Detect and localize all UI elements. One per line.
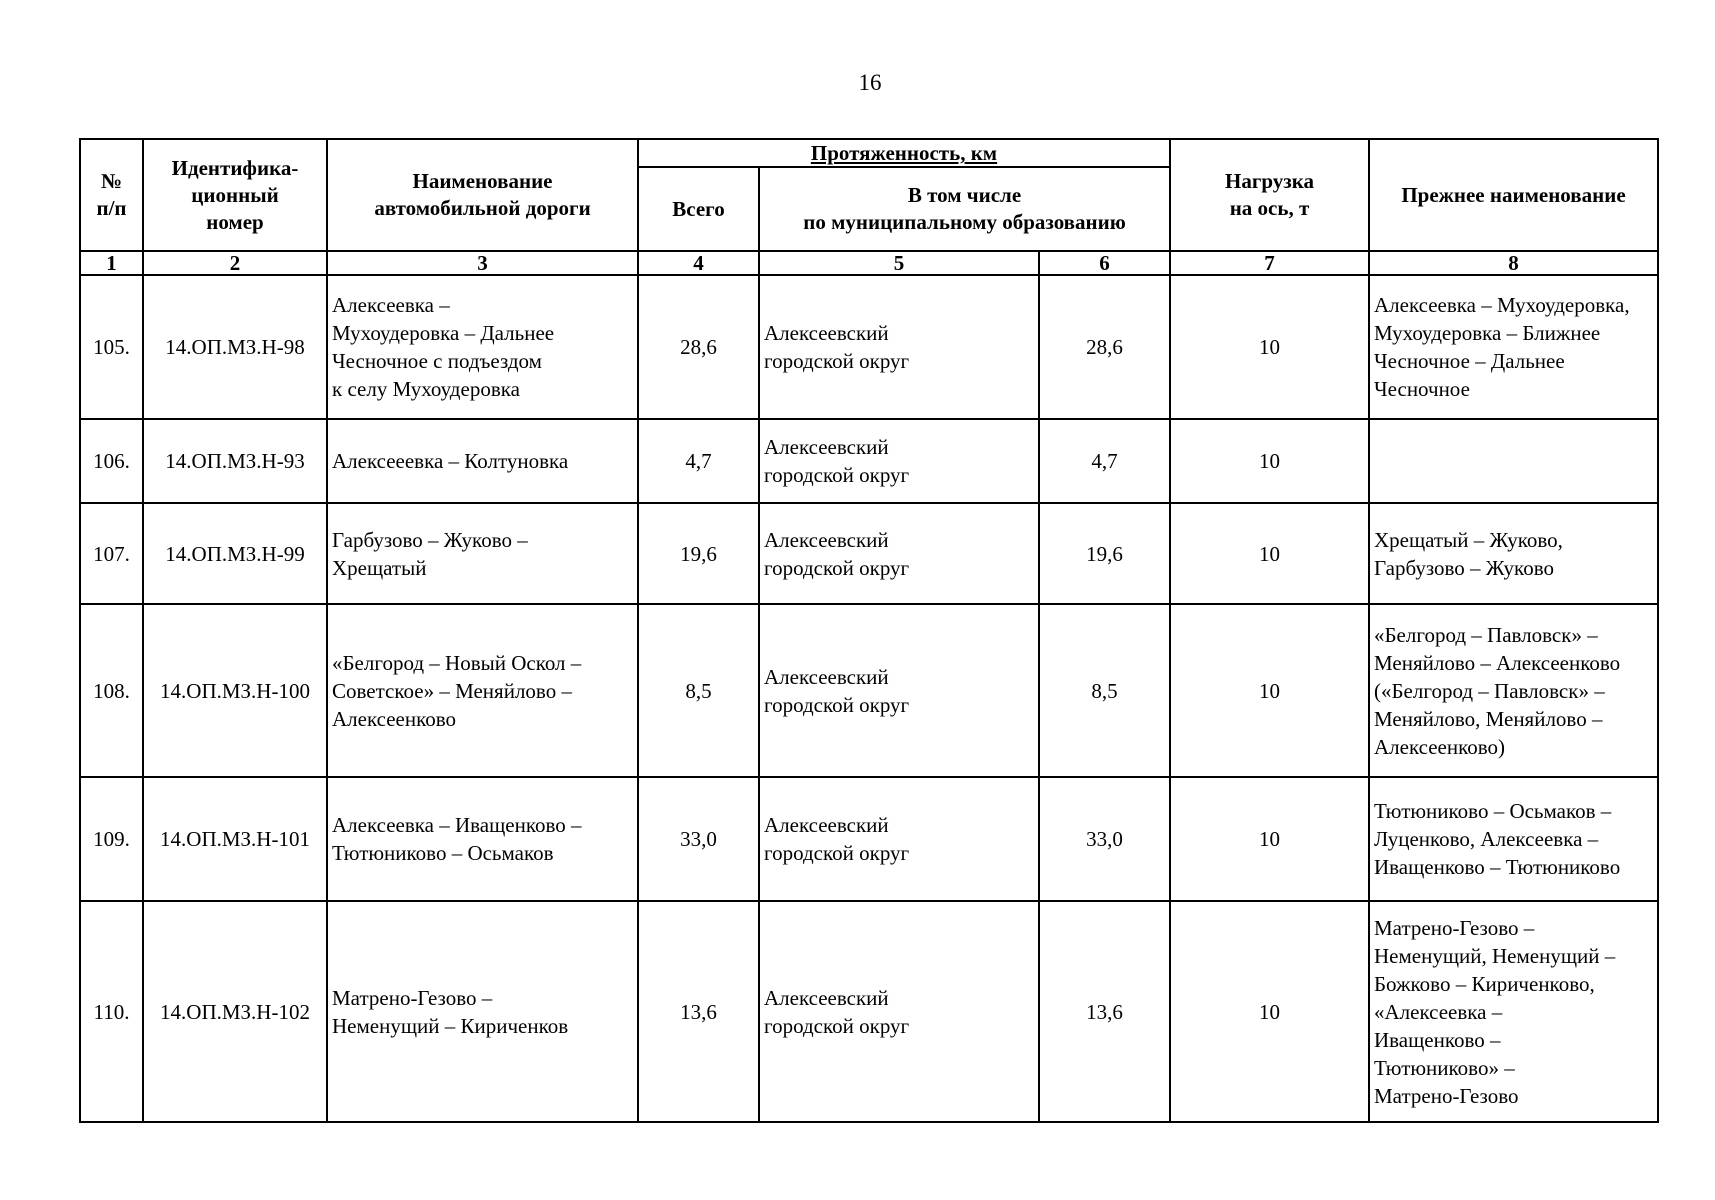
- header-including: В том числе по муниципальному образованию: [759, 167, 1170, 251]
- former-name: «Белгород – Павловск» – Меняйлово – Алексеенково («Белгород – Павловск» – Меняйлово, Меняйлово – Алексеенково): [1369, 604, 1658, 777]
- road-id: 14.ОП.МЗ.Н-98: [143, 275, 327, 419]
- former-name: Тютюниково – Осьмаков – Луценково, Алексеевка – Иващенково – Тютюниково: [1369, 777, 1658, 901]
- length-municipality: 4,7: [1039, 419, 1170, 503]
- road-name: Алексееевка – Колтуновка: [327, 419, 638, 503]
- road-name: Алексеевка – Иващенково – Тютюниково – Осьмаков: [327, 777, 638, 901]
- page-number: 16: [858, 70, 882, 95]
- header-num: № п/п: [80, 139, 143, 251]
- axle-load: 10: [1170, 604, 1369, 777]
- table-row: [80, 777, 1658, 901]
- length-total: 8,5: [638, 604, 759, 777]
- road-name: Алексеевка – Мухоудеровка – Дальнее Чесночное с подъездом к селу Мухоудеровка: [327, 275, 638, 419]
- table-row: [80, 275, 1658, 419]
- length-municipality: 19,6: [1039, 503, 1170, 604]
- header-row-top: [80, 139, 1658, 167]
- length-municipality: 13,6: [1039, 901, 1170, 1122]
- municipality: Алексеевский городской округ: [759, 604, 1039, 777]
- former-name: Хрещатый – Жуково, Гарбузово – Жуково: [1369, 503, 1658, 604]
- column-number: 7: [1170, 251, 1369, 275]
- length-municipality: 33,0: [1039, 777, 1170, 901]
- table-row: [80, 901, 1658, 1122]
- header-axle-load: Нагрузка на ось, т: [1170, 139, 1369, 251]
- former-name: Матрено-Гезово – Неменущий, Неменущий – Божково – Кириченково, «Алексеевка – Иващенково – Тютюниково» – Матрено-Гезово: [1369, 901, 1658, 1122]
- column-number: 3: [327, 251, 638, 275]
- table-row: [80, 604, 1658, 777]
- road-id: 14.ОП.МЗ.Н-93: [143, 419, 327, 503]
- road-id: 14.ОП.МЗ.Н-102: [143, 901, 327, 1122]
- road-name: Матрено-Гезово – Неменущий – Кириченков: [327, 901, 638, 1122]
- length-total: 28,6: [638, 275, 759, 419]
- axle-load: 10: [1170, 275, 1369, 419]
- road-name: Гарбузово – Жуково – Хрещатый: [327, 503, 638, 604]
- roads-table: [79, 138, 1659, 1123]
- header-road-name: Наименование автомобильной дороги: [327, 139, 638, 251]
- length-total: 13,6: [638, 901, 759, 1122]
- road-id: 14.ОП.МЗ.Н-101: [143, 777, 327, 901]
- length-total: 33,0: [638, 777, 759, 901]
- axle-load: 10: [1170, 901, 1369, 1122]
- row-number: 108.: [80, 604, 143, 777]
- column-number: 1: [80, 251, 143, 275]
- header-id: Идентифика- ционный номер: [143, 139, 327, 251]
- axle-load: 10: [1170, 503, 1369, 604]
- column-number: 6: [1039, 251, 1170, 275]
- column-number: 5: [759, 251, 1039, 275]
- column-number: 8: [1369, 251, 1658, 275]
- column-number: 4: [638, 251, 759, 275]
- road-name: «Белгород – Новый Оскол – Советское» – Меняйлово – Алексеенково: [327, 604, 638, 777]
- municipality: Алексеевский городской округ: [759, 503, 1039, 604]
- municipality: Алексеевский городской округ: [759, 777, 1039, 901]
- column-number-row: [80, 251, 1658, 275]
- axle-load: 10: [1170, 777, 1369, 901]
- row-number: 106.: [80, 419, 143, 503]
- former-name: Алексеевка – Мухоудеровка, Мухоудеровка – Ближнее Чесночное – Дальнее Чесночное: [1369, 275, 1658, 419]
- row-number: 107.: [80, 503, 143, 604]
- former-name: [1369, 419, 1658, 503]
- row-number: 105.: [80, 275, 143, 419]
- axle-load: 10: [1170, 419, 1369, 503]
- header-total: Всего: [638, 167, 759, 251]
- header-former-name: Прежнее наименование: [1369, 139, 1658, 251]
- municipality: Алексеевский городской округ: [759, 901, 1039, 1122]
- row-number: 110.: [80, 901, 143, 1122]
- table-row: [80, 419, 1658, 503]
- length-total: 19,6: [638, 503, 759, 604]
- length-total: 4,7: [638, 419, 759, 503]
- municipality: Алексеевский городской округ: [759, 275, 1039, 419]
- header-length-group: Протяженность, км: [638, 139, 1170, 167]
- length-municipality: 8,5: [1039, 604, 1170, 777]
- row-number: 109.: [80, 777, 143, 901]
- road-id: 14.ОП.МЗ.Н-99: [143, 503, 327, 604]
- municipality: Алексеевский городской округ: [759, 419, 1039, 503]
- table-row: [80, 503, 1658, 604]
- column-number: 2: [143, 251, 327, 275]
- length-municipality: 28,6: [1039, 275, 1170, 419]
- road-id: 14.ОП.МЗ.Н-100: [143, 604, 327, 777]
